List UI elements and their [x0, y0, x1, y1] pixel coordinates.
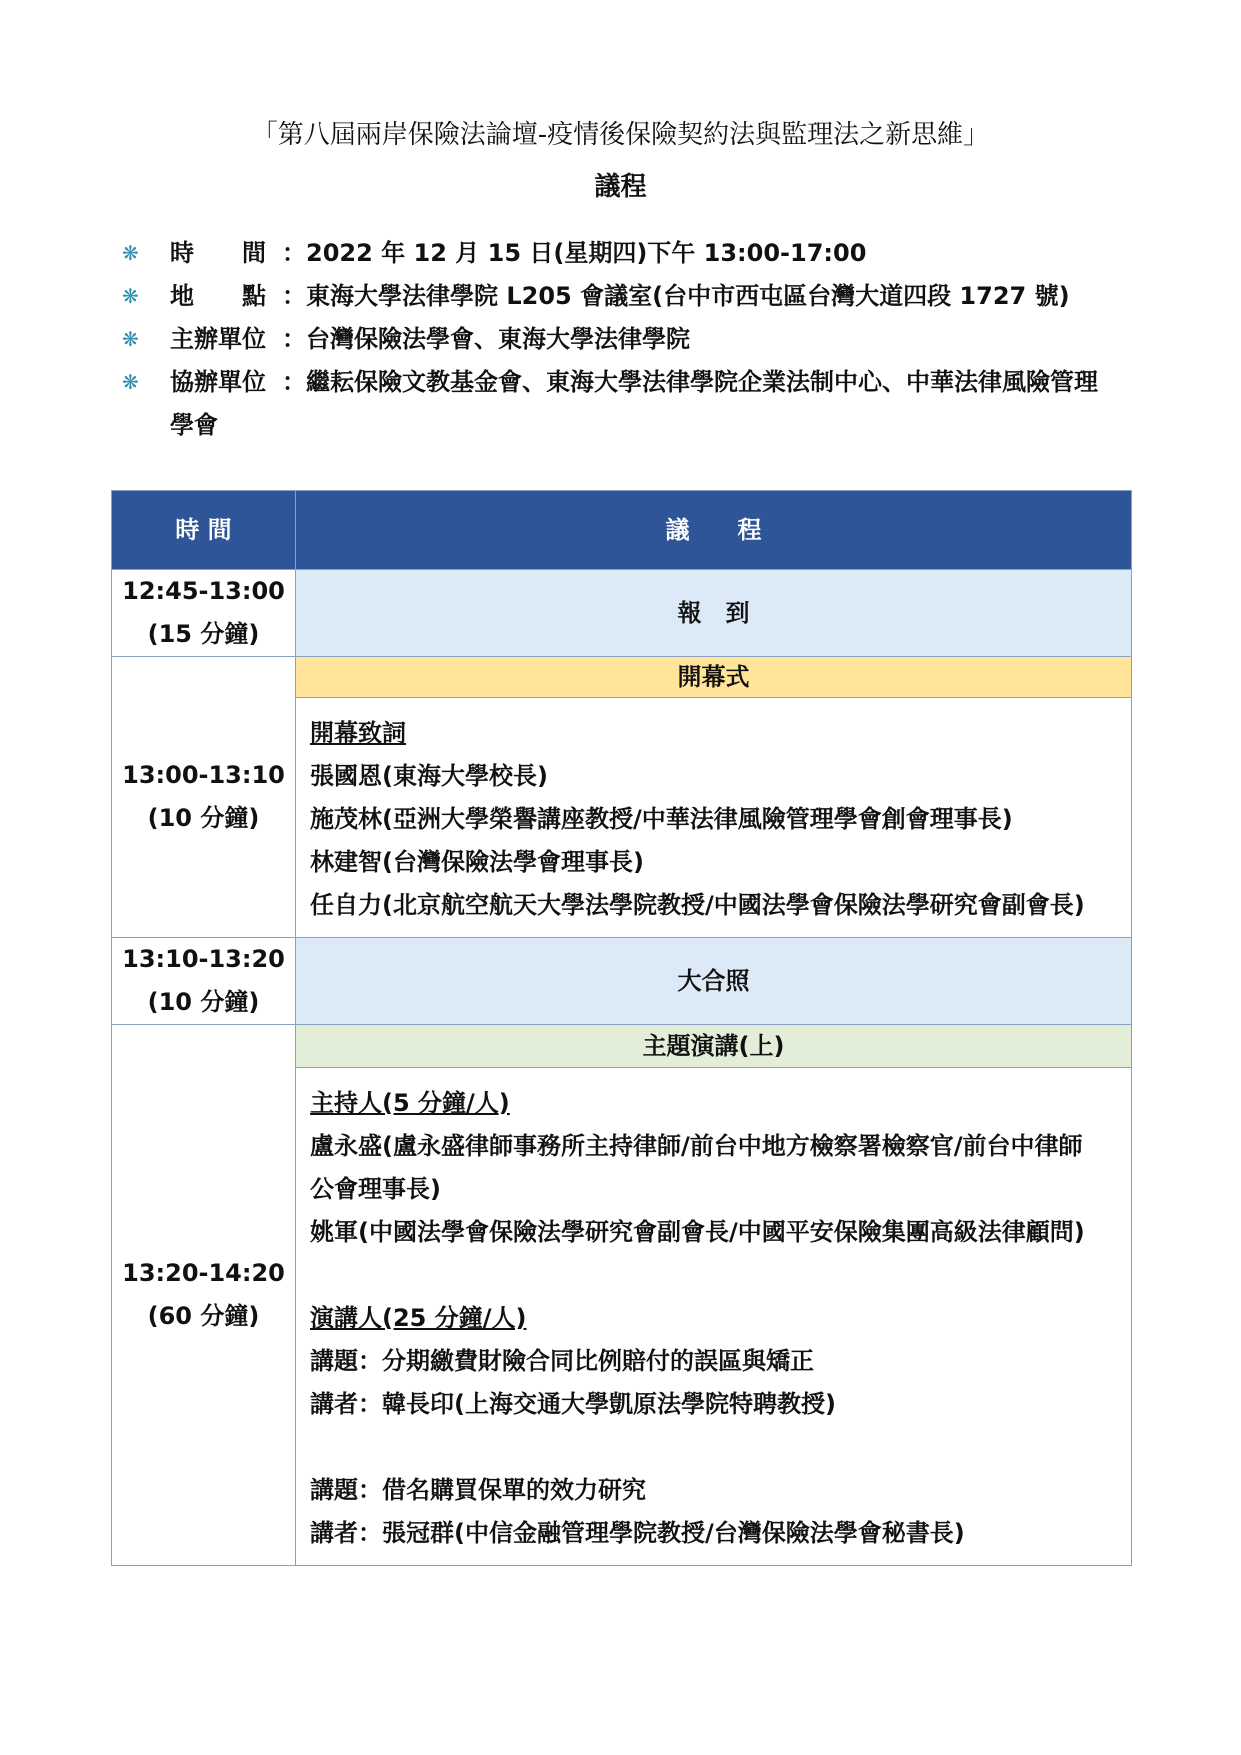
time-range: 13:20-14:20: [122, 1259, 285, 1287]
list-item: 講者：張冠群(中信金融管理學院教授/台灣保險法學會秘書長): [310, 1519, 965, 1547]
info-co-label: 協辦單位: [170, 368, 266, 396]
list-item: 盧永盛(盧永盛律師事務所主持律師/前台中地方檢察署檢察官/前台中律師: [310, 1132, 1083, 1160]
info-host-value: 台灣保險法學會、東海大學法律學院: [306, 325, 690, 353]
document-subtitle: 議程: [594, 172, 647, 202]
col-header-time: 時 間: [112, 491, 296, 570]
list-item: 講題：借名購買保單的效力研究: [310, 1476, 646, 1504]
time-cell: [112, 1025, 296, 1566]
duration: (60 分鐘): [147, 1302, 260, 1330]
info-place: ❋ 地 點 ：東海大學法律學院 L205 會議室(台中市西屯區台灣大道四段 1727 號): [120, 275, 1140, 318]
info-host-label: 主辦單位: [170, 325, 266, 353]
duration: (15 分鐘): [147, 620, 260, 648]
list-item: 任自力(北京航空航天大學法學院教授/中國法學會保險法學研究會副會長): [310, 891, 1085, 919]
info-host: ❋ 主辦單位 ：台灣保險法學會、東海大學法律學院: [120, 318, 1140, 361]
list-item: 公會理事長): [310, 1175, 441, 1203]
list-item: 講者：韓長印(上海交通大學凱原法學院特聘教授): [310, 1390, 836, 1418]
list-item: 施茂林(亞洲大學榮譽講座教授/中華法律風險管理學會創會理事長): [310, 805, 1013, 833]
info-co-value: 繼耘保險文教基金會、東海大學法律學院企業法制中心、中華法律風險管理: [306, 368, 1098, 396]
agenda-item: 大合照: [296, 938, 1132, 1025]
table-row: [112, 938, 1132, 1025]
table-row: [112, 1025, 1132, 1068]
agenda-detail: [296, 1068, 1132, 1566]
info-place-value: 東海大學法律學院 L205 會議室(台中市西屯區台灣大道四段 1727 號): [306, 282, 1070, 310]
info-time-label: 時 間: [170, 239, 266, 267]
table-header-row: [112, 491, 1132, 570]
info-co-value-cont: 學會: [170, 411, 218, 439]
list-item: 張國恩(東海大學校長): [310, 762, 548, 790]
agenda-detail: [296, 698, 1132, 938]
duration: (10 分鐘): [147, 804, 260, 832]
snowflake-bullet-icon: ❋: [122, 370, 139, 394]
info-co-host: ❋ 協辦單位 ：繼耘保險文教基金會、東海大學法律學院企業法制中心、中華法律風險管理 學會: [120, 361, 1140, 447]
table-row: [112, 570, 1132, 657]
spacer: [310, 1254, 1117, 1297]
list-item: 林建智(台灣保險法學會理事長): [310, 848, 644, 876]
section-band: 主題演講(上): [296, 1025, 1132, 1068]
table-row: [112, 657, 1132, 698]
time-cell: [112, 570, 296, 657]
list-item: 姚軍(中國法學會保險法學研究會副會長/中國平安保險集團高級法律顧問): [310, 1218, 1085, 1246]
section-heading: 主持人(5 分鐘/人): [310, 1089, 510, 1117]
snowflake-bullet-icon: ❋: [122, 327, 139, 351]
list-item: 講題：分期繳費財險合同比例賠付的誤區與矯正: [310, 1347, 814, 1375]
snowflake-bullet-icon: ❋: [122, 284, 139, 308]
document-title: 「第八屆兩岸保險法論壇-疫情後保險契約法與監理法之新思維」: [251, 120, 990, 150]
spacer: [310, 1426, 1117, 1469]
section-heading: 演講人(25 分鐘/人): [310, 1304, 527, 1332]
duration: (10 分鐘): [147, 988, 260, 1016]
col-header-agenda: 議 程: [296, 491, 1132, 570]
agenda-item: 報 到: [296, 570, 1132, 657]
agenda-table: [111, 490, 1132, 1566]
info-time: ❋ 時 間 ：2022 年 12 月 15 日(星期四)下午 13:00-17:00: [120, 232, 1140, 275]
section-band: 開幕式: [296, 657, 1132, 698]
time-cell: [112, 938, 296, 1025]
info-time-value: 2022 年 12 月 15 日(星期四)下午 13:00-17:00: [306, 239, 867, 267]
snowflake-bullet-icon: ❋: [122, 241, 139, 265]
time-range: 12:45-13:00: [122, 577, 285, 605]
info-place-label: 地 點: [170, 282, 266, 310]
time-range: 13:00-13:10: [122, 761, 285, 789]
event-info: [120, 232, 1140, 447]
section-heading: 開幕致詞: [310, 719, 406, 747]
time-cell: [112, 657, 296, 938]
time-range: 13:10-13:20: [122, 945, 285, 973]
